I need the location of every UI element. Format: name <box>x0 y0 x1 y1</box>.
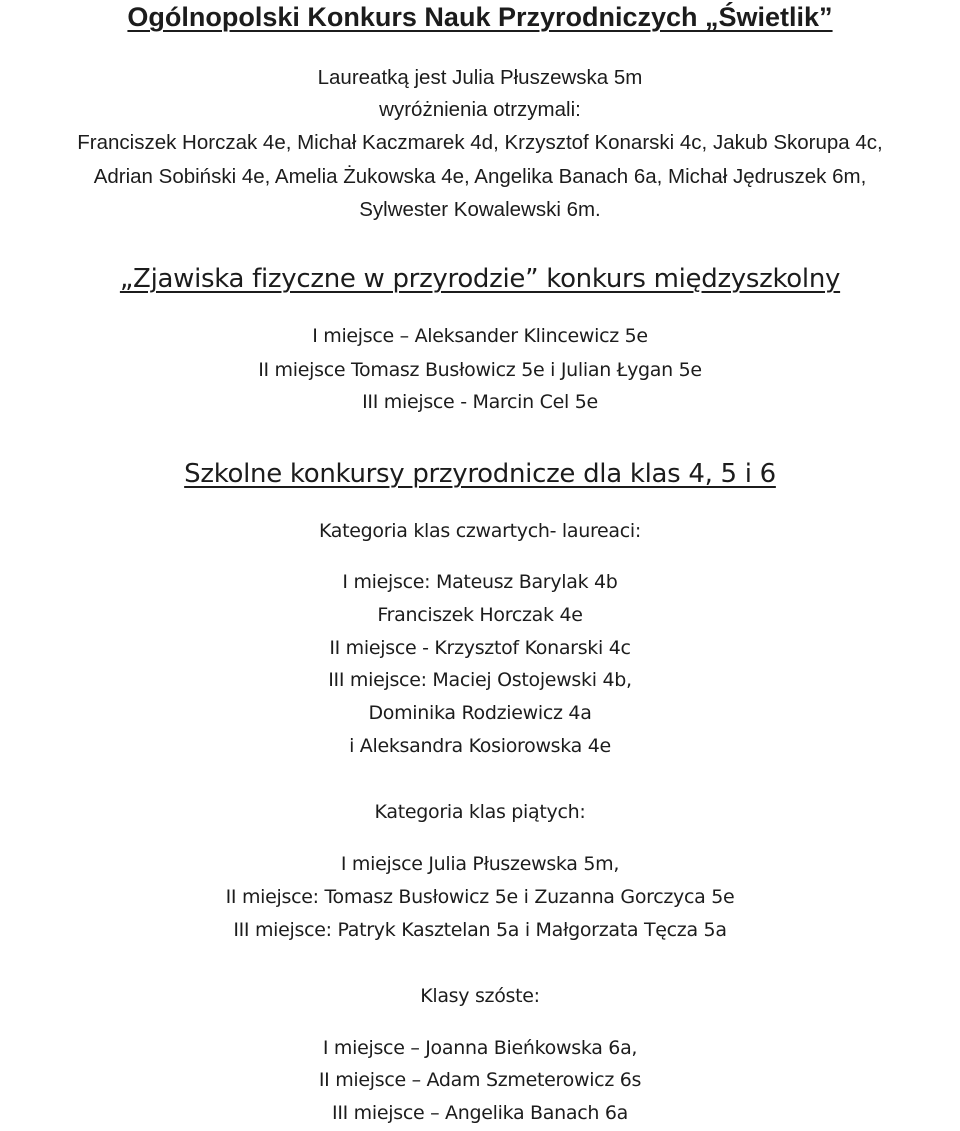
szkolne-title: Szkolne konkursy przyrodnicze dla klas 4, 5 i 6 <box>184 459 776 489</box>
grade4-result: II miejsce - Krzysztof Konarski 4c <box>329 637 631 659</box>
grade4-result: i Aleksandra Kosiorowska 4e <box>349 735 611 757</box>
grade5-result: I miejsce Julia Płuszewska 5m, <box>340 853 620 875</box>
swietlik-distinctions-line: Adrian Sobiński 4e, Amelia Żukowska 4e, Angelika Banach 6a, Michał Jędruszek 6m, <box>93 165 867 188</box>
grade4-result: Dominika Rodziewicz 4a <box>368 702 592 724</box>
zjawiska-title: „Zjawiska fizyczne w przyrodzie” konkurs międzyszkolny <box>119 264 841 294</box>
zjawiska-result: I miejsce – Aleksander Klincewicz 5e <box>312 325 648 347</box>
page-title: Ogólnopolski Konkurs Nauk Przyrodniczych „Świetlik” <box>127 2 833 32</box>
swietlik-distinctions-line: Franciszek Horczak 4e, Michał Kaczmarek 4d, Krzysztof Konarski 4c, Jakub Skorupa 4c, <box>77 131 883 154</box>
swietlik-distinctions-heading: wyróżnienia otrzymali: <box>379 98 581 121</box>
grade6-heading: Klasy szóste: <box>420 985 540 1007</box>
grade6-result: III miejsce – Angelika Banach 6a <box>332 1102 628 1124</box>
grade4-heading: Kategoria klas czwartych- laureaci: <box>318 520 642 542</box>
grade6-result: I miejsce – Joanna Bieńkowska 6a, <box>322 1037 638 1059</box>
zjawiska-result: III miejsce - Marcin Cel 5e <box>362 391 598 413</box>
swietlik-distinctions-line: Sylwester Kowalewski 6m. <box>359 198 601 221</box>
grade4-result: III miejsce: Maciej Ostojewski 4b, <box>328 669 632 691</box>
swietlik-laureate: Laureatką jest Julia Płuszewska 5m <box>317 66 643 89</box>
grade5-result: III miejsce: Patryk Kasztelan 5a i Małgorzata Tęcza 5a <box>233 919 727 941</box>
grade6-result: II miejsce – Adam Szmeterowicz 6s <box>318 1069 642 1091</box>
zjawiska-result: II miejsce Tomasz Busłowicz 5e i Julian Łygan 5e <box>258 359 702 381</box>
grade4-result: Franciszek Horczak 4e <box>377 604 583 626</box>
grade4-result: I miejsce: Mateusz Barylak 4b <box>342 571 618 593</box>
grade5-result: II miejsce: Tomasz Busłowicz 5e i Zuzanna Gorczyca 5e <box>225 886 735 908</box>
grade5-heading: Kategoria klas piątych: <box>374 801 586 823</box>
